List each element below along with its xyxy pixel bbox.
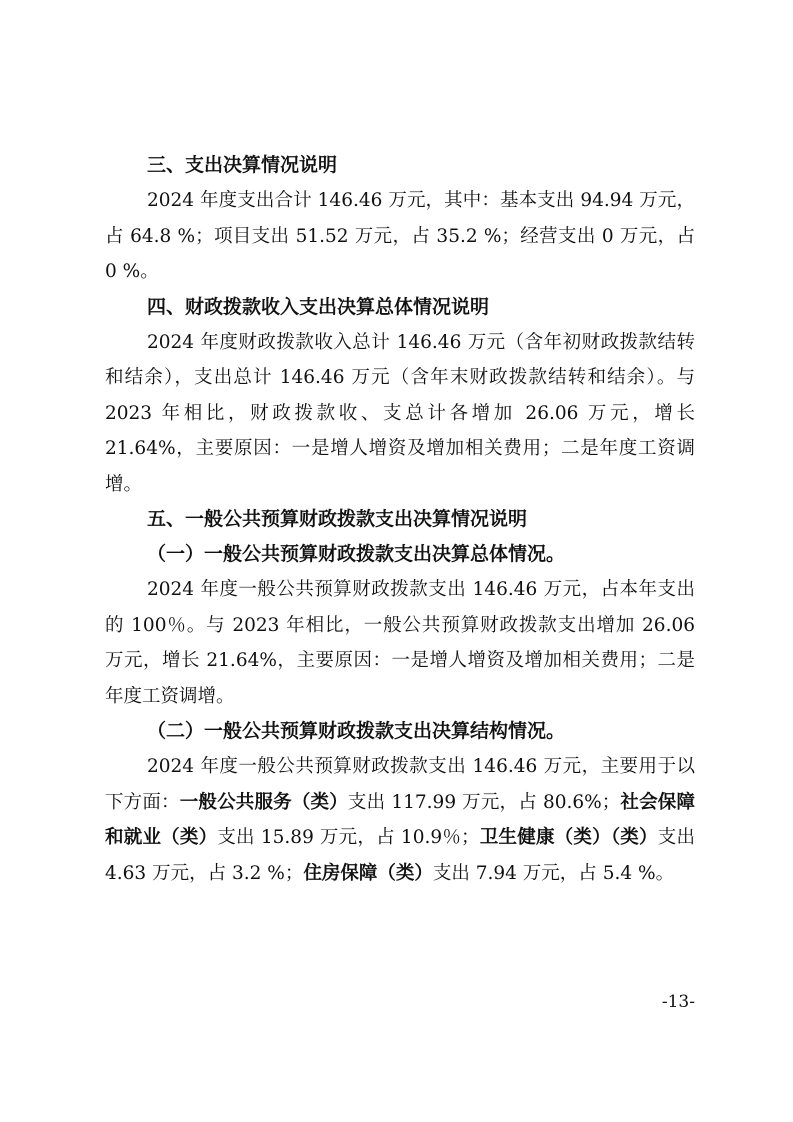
section-5-1-paragraph: 2024 年度一般公共预算财政拨款支出 146.46 万元，占本年支出的 100％。与 2023 年相比，一般公共预算财政拨款支出增加 26.06 万元，增长 21.64%，主要原因：一是增人增资及增加相关费用；二是年度工资调增。 <box>105 579 695 707</box>
section-4-paragraph: 2024 年度财政拨款收入总计 146.46 万元（含年初财政拨款结转和结余），支出总计 146.46 万元（含年末财政拨款结转和结余）。与 2023 年相比，财政拨款收、支总计各增加 26.06 万元，增长 21.64%，主要原因：一是增人增资及增加相关费用；二是年度工资调增。 <box>105 331 695 495</box>
page-number: -13- <box>661 992 695 1012</box>
section-3-paragraph: 2024 年度支出合计 146.46 万元，其中：基本支出 94.94 万元，占 64.8 %；项目支出 51.52 万元，占 35.2 %；经营支出 0 万元，占 0 %。 <box>105 190 695 282</box>
section-5-2-intro: 2024 年度一般公共预算财政拨款支出 146.46 万元，主要用于以下方面： <box>105 756 695 813</box>
section-5-title: 五、一般公共预算财政拨款支出决算情况说明 <box>147 508 528 530</box>
section-5-1-title: （一）一般公共预算财政拨款支出决算总体情况。 <box>147 543 566 565</box>
page-content <box>105 148 695 891</box>
category-social-security-amount: 支出 15.89 万元，占 10.9％； <box>217 827 480 848</box>
category-general-public-services: 一般公共服务（类） <box>179 791 348 813</box>
category-social-security: 社会保障和就业（类） <box>105 791 695 848</box>
category-housing-amount: 支出 7.94 万元，占 5.4 %。 <box>432 862 675 884</box>
section-4-title: 四、财政拨款收入支出决算总体情况说明 <box>147 295 490 318</box>
category-health-amount: 支出 4.63 万元，占 3.2 %； <box>105 827 695 884</box>
section-5-2-paragraph <box>105 749 695 891</box>
section-3-title: 三、支出决算情况说明 <box>147 154 338 176</box>
category-housing: 住房保障（类） <box>303 862 433 884</box>
section-5-2-title: （二）一般公共预算财政拨款支出决算结构情况。 <box>147 720 566 742</box>
category-general-public-services-amount: 支出 117.99 万元，占 80.6%； <box>347 791 621 813</box>
category-health: 卫生健康（类）（类） <box>479 827 658 848</box>
